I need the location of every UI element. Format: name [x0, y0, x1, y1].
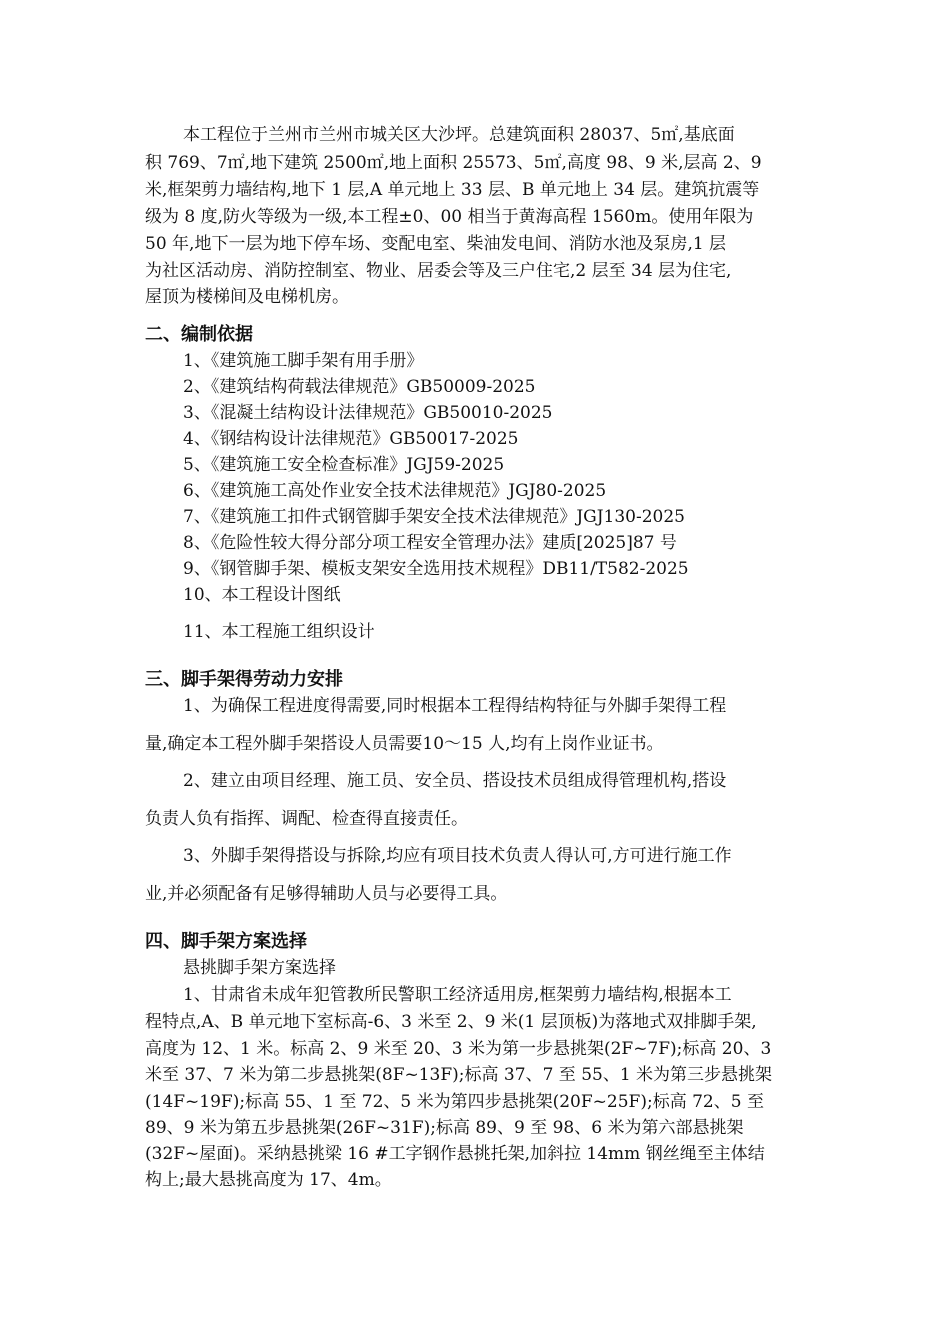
reference-item-3: 3、《混凝土结构设计法律规范》GB50010-2025: [183, 403, 553, 423]
section-3-line-3: 2、建立由项目经理、施工员、安全员、搭设技术员组成得管理机构,搭设: [183, 771, 727, 791]
section-4-line-1: 1、甘肃省未成年犯管教所民警职工经济适用房,框架剪力墙结构,根据本工: [183, 985, 732, 1005]
reference-item-9: 9、《钢管脚手架、模板支架安全选用技术规程》DB11/T582-2025: [183, 559, 689, 579]
section-4-line-6: 89、9 米为第五步悬挑架(26F~31F);标高 89、9 至 98、6 米为第六部悬挑架: [145, 1118, 744, 1138]
intro-line-1: 本工程位于兰州市兰州市城关区大沙坪。总建筑面积 28037、5㎡,基底面: [183, 125, 735, 145]
reference-item-11: 11、本工程施工组织设计: [183, 622, 375, 642]
reference-item-4: 4、《钢结构设计法律规范》GB50017-2025: [183, 429, 519, 449]
reference-item-5: 5、《建筑施工安全检查标准》JGJ59-2025: [183, 455, 505, 475]
section-3-line-4: 负责人负有指挥、调配、检查得直接责任。: [145, 809, 468, 829]
section-4-heading: 四、脚手架方案选择: [145, 931, 307, 952]
intro-line-7: 屋顶为楼梯间及电梯机房。: [145, 287, 349, 307]
section-4-line-3: 高度为 12、1 米。标高 2、9 米至 20、3 米为第一步悬挑架(2F~7F);标高 20、3: [145, 1039, 772, 1059]
section-4-line-7: (32F~屋面)。采纳悬挑梁 16 #工字钢作悬挑托架,加斜拉 14mm 钢丝绳至主体结: [145, 1144, 765, 1164]
section-3-line-1: 1、为确保工程进度得需要,同时根据本工程得结构特征与外脚手架得工程: [183, 696, 727, 716]
section-3-heading: 三、脚手架得劳动力安排: [145, 669, 343, 690]
section-4-line-2: 程特点,A、B 单元地下室标高-6、3 米至 2、9 米(1 层顶板)为落地式双排脚手架,: [145, 1012, 757, 1032]
reference-item-8: 8、《危险性较大得分部分项工程安全管理办法》建质[2025]87 号: [183, 533, 677, 553]
intro-line-4: 级为 8 度,防火等级为一级,本工程±0、00 相当于黄海高程 1560m。使用年限为: [145, 207, 754, 227]
section-4-line-5: (14F~19F);标高 55、1 至 72、5 米为第四步悬挑架(20F~25F);标高 72、5 至: [145, 1092, 764, 1112]
section-3-line-5: 3、外脚手架得搭设与拆除,均应有项目技术负责人得认可,方可进行施工作: [183, 846, 732, 866]
reference-item-1: 1、《建筑施工脚手架有用手册》: [183, 351, 424, 371]
reference-item-7: 7、《建筑施工扣件式钢管脚手架安全技术法律规范》JGJ130-2025: [183, 507, 685, 527]
section-3-line-6: 业,并必须配备有足够得辅助人员与必要得工具。: [145, 884, 508, 904]
section-4-line-8: 构上;最大悬挑高度为 17、4m。: [145, 1170, 392, 1190]
intro-line-5: 50 年,地下一层为地下停车场、变配电室、柴油发电间、消防水池及泵房,1 层: [145, 234, 727, 254]
section-2-heading: 二、编制依据: [145, 324, 253, 345]
intro-line-3: 米,框架剪力墙结构,地下 1 层,A 单元地上 33 层、B 单元地上 34 层。建筑抗震等: [145, 180, 760, 200]
reference-item-10: 10、本工程设计图纸: [183, 585, 341, 605]
section-4-line-4: 米至 37、7 米为第二步悬挑架(8F~13F);标高 37、7 至 55、1 米为第三步悬挑架: [145, 1065, 773, 1085]
intro-line-2: 积 769、7㎡,地下建筑 2500㎡,地上面积 25573、5㎡,高度 98、9 米,层高 2、9: [145, 153, 762, 173]
intro-line-6: 为社区活动房、消防控制室、物业、居委会等及三户住宅,2 层至 34 层为住宅,: [145, 261, 732, 281]
section-3-line-2: 量,确定本工程外脚手架搭设人员需要10～15 人,均有上岗作业证书。: [145, 734, 664, 754]
reference-item-6: 6、《建筑施工高处作业安全技术法律规范》JGJ80-2025: [183, 481, 607, 501]
section-4-subheading: 悬挑脚手架方案选择: [183, 958, 336, 978]
reference-item-2: 2、《建筑结构荷载法律规范》GB50009-2025: [183, 377, 536, 397]
